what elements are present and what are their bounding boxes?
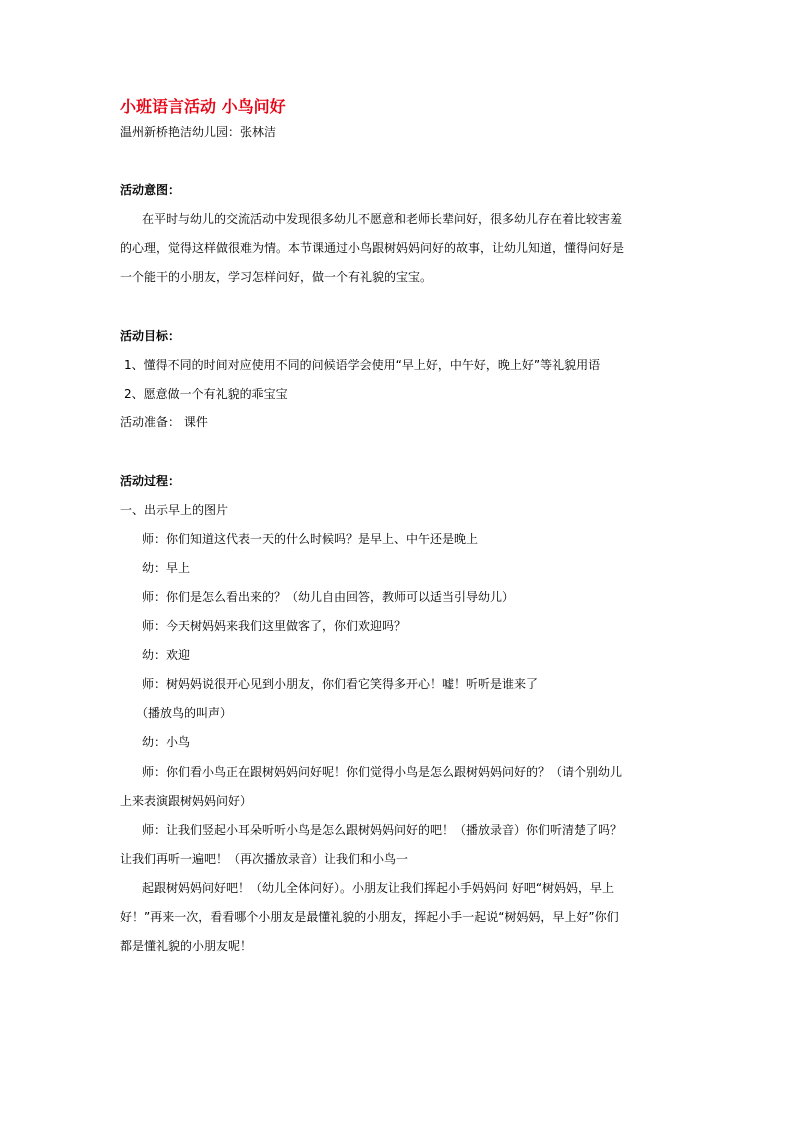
process-line: 师：你们是怎么看出来的？（幼儿自由回答，教师可以适当引导幼儿） (142, 590, 515, 604)
goals-heading: 活动目标： (120, 329, 181, 343)
document-title: 小班语言活动 小鸟问好 (120, 97, 286, 116)
process-line: 师：让我们竖起小耳朵听听小鸟是怎么跟树妈妈问好的吧！（播放录音）你们听清楚了吗？ (142, 823, 623, 837)
intent-heading: 活动意图： (120, 183, 181, 197)
process-heading: 活动过程： (120, 474, 181, 488)
process-line: 上来表演跟树妈妈问好） (120, 794, 253, 808)
process-line: 幼：小鸟 (142, 735, 191, 749)
process-line: 师：今天树妈妈来我们这里做客了，你们欢迎吗？ (142, 619, 407, 633)
process-line: （播放鸟的叫声） (136, 706, 233, 720)
goal-item: 2、愿意做一个有礼貌的乖宝宝 (124, 387, 288, 401)
intent-paragraph-line: 一个能干的小朋友，学习怎样问好，做一个有礼貌的宝宝。 (120, 270, 433, 284)
process-line: 师：树妈妈说很开心见到小朋友，你们看它笑得多开心！嘘！听听是谁来了 (142, 677, 539, 691)
process-line: 起跟树妈妈问好吧！（幼儿全体问好）。小朋友让我们挥起小手妈妈问 好吧“树妈妈，早上 (142, 881, 615, 895)
intent-paragraph-line: 的心理，觉得这样做很难为情。本节课通过小鸟跟树妈妈问好的故事，让幼儿知道，懂得问好是 (120, 241, 625, 255)
process-line: 都是懂礼貌的小朋友呢！ (120, 939, 253, 953)
preparation-line: 活动准备： 课件 (120, 415, 208, 429)
process-line: 师：你们知道这代表一天的什么时候吗？是早上、中午还是晚上 (142, 532, 479, 546)
author-line: 温州新桥艳洁幼儿园：张林洁 (120, 125, 277, 139)
goal-item: 1、懂得不同的时间对应使用不同的问候语学会使用“早上好，中午好，晚上好”等礼貌用语 (124, 358, 601, 372)
process-line: 一、出示早上的图片 (120, 503, 229, 517)
process-line: 让我们再听一遍吧！（再次播放录音）让我们和小鸟一 (120, 852, 409, 866)
process-line: 师：你们看小鸟正在跟树妈妈问好呢！你们觉得小鸟是怎么跟树妈妈问好的？（请个别幼儿 (142, 765, 623, 779)
process-line: 幼：早上 (142, 561, 191, 575)
intent-paragraph-line: 在平时与幼儿的交流活动中发现很多幼儿不愿意和老师长辈问好，很多幼儿存在着比较害羞 (142, 212, 623, 226)
process-line: 好！”再来一次，看看哪个小朋友是最懂礼貌的小朋友，挥起小手一起说“树妈妈，早上好”你们 (120, 910, 619, 924)
process-line: 幼：欢迎 (142, 648, 191, 662)
